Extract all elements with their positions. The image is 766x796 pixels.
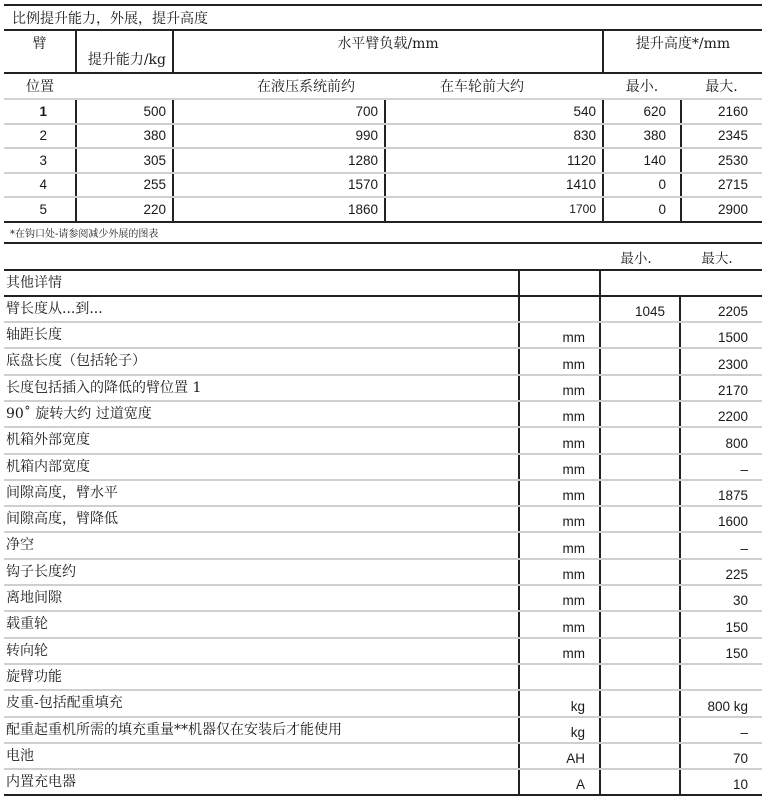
detail-row <box>4 454 762 480</box>
detail-row <box>4 690 762 716</box>
cell-min: 0 <box>603 173 681 198</box>
detail-row <box>4 322 762 348</box>
detail-unit: mm <box>519 454 600 480</box>
table-title: 比例提升能力，外展，提升高度 <box>4 5 762 30</box>
detail-label: 旋臂功能 <box>4 664 519 690</box>
detail-unit: mm <box>519 611 600 637</box>
cell-before-hydraulic: 1860 <box>173 197 385 222</box>
header-row <box>4 30 762 73</box>
detail-min <box>600 611 680 637</box>
detail-label: 皮重-包括配重填充 <box>4 690 519 716</box>
detail-row <box>4 717 762 743</box>
cell-lift-kg: 500 <box>76 99 173 124</box>
detail-min <box>600 401 680 427</box>
detail-row <box>4 401 762 427</box>
detail-label: 底盘长度（包括轮子） <box>4 348 519 374</box>
detail-row <box>4 348 762 374</box>
detail-label: 离地间隙 <box>4 585 519 611</box>
detail-max <box>680 664 762 690</box>
detail-unit <box>519 296 600 322</box>
cell-position: 4 <box>4 173 76 198</box>
detail-min <box>600 690 680 716</box>
detail-unit: mm <box>519 506 600 532</box>
details-header-row <box>4 244 762 270</box>
detail-label: 臂长度从...到... <box>4 296 519 322</box>
header-lift-capacity: 提升能力/kg <box>76 30 173 73</box>
detail-max: 1500 <box>680 322 762 348</box>
detail-min <box>600 322 680 348</box>
detail-unit: mm <box>519 348 600 374</box>
detail-min <box>600 454 680 480</box>
detail-label: 载重轮 <box>4 611 519 637</box>
detail-label: 间隙高度，臂降低 <box>4 506 519 532</box>
detail-min <box>600 506 680 532</box>
cell-max: 2715 <box>681 173 762 198</box>
header-horizontal-load: 水平臂负载/mm <box>173 30 603 73</box>
detail-max: 150 <box>680 638 762 664</box>
table-row <box>4 173 762 198</box>
cell-min: 380 <box>603 124 681 149</box>
detail-unit: kg <box>519 690 600 716</box>
detail-row <box>4 375 762 401</box>
cell-max: 2160 <box>681 99 762 124</box>
detail-min <box>600 585 680 611</box>
table-row <box>4 124 762 149</box>
cell-lift-kg: 380 <box>76 124 173 149</box>
subheader-before-wheels: 在车轮前大约 <box>385 73 603 99</box>
detail-row <box>4 559 762 585</box>
detail-label: 机箱外部宽度 <box>4 427 519 453</box>
cell-before-hydraulic: 1280 <box>173 148 385 173</box>
detail-max: 30 <box>680 585 762 611</box>
detail-row <box>4 480 762 506</box>
detail-max: – <box>680 454 762 480</box>
detail-label: 钩子长度约 <box>4 559 519 585</box>
detail-max: 70 <box>680 743 762 769</box>
detail-label: 转向轮 <box>4 638 519 664</box>
detail-min <box>600 717 680 743</box>
cell-min: 140 <box>603 148 681 173</box>
detail-label: 内置充电器 <box>4 769 519 795</box>
detail-label: 间隙高度，臂水平 <box>4 480 519 506</box>
detail-max: 225 <box>680 559 762 585</box>
table-title-row <box>4 5 762 30</box>
section-title: 其他详情 <box>4 270 519 296</box>
detail-min <box>600 559 680 585</box>
table-row <box>4 148 762 173</box>
detail-label: 净空 <box>4 532 519 558</box>
subheader-max: 最大. <box>681 73 762 99</box>
cell-before-wheels: 1410 <box>385 173 603 198</box>
subheader-before-hydraulic: 在液压系统前约 <box>173 73 385 99</box>
subheader-position: 位置 <box>4 73 76 99</box>
detail-max: 2200 <box>680 401 762 427</box>
cell-before-wheels: 540 <box>385 99 603 124</box>
detail-row <box>4 769 762 795</box>
cell-before-wheels: 1700 <box>385 197 603 222</box>
detail-unit: mm <box>519 532 600 558</box>
detail-max: 800 <box>680 427 762 453</box>
detail-row <box>4 664 762 690</box>
footnote-row <box>4 222 762 243</box>
detail-min <box>600 769 680 795</box>
cell-lift-kg: 220 <box>76 197 173 222</box>
detail-min <box>600 480 680 506</box>
detail-unit: mm <box>519 375 600 401</box>
detail-max: – <box>680 717 762 743</box>
detail-min: 1045 <box>600 296 680 322</box>
detail-row <box>4 585 762 611</box>
detail-max: 2170 <box>680 375 762 401</box>
cell-before-hydraulic: 990 <box>173 124 385 149</box>
detail-label: 长度包括插入的降低的臂位置 1 <box>4 375 519 401</box>
detail-row <box>4 296 762 322</box>
detail-unit: mm <box>519 480 600 506</box>
detail-min <box>600 375 680 401</box>
detail-min <box>600 638 680 664</box>
cell-position: 1 <box>4 99 76 124</box>
detail-max: 2205 <box>680 296 762 322</box>
header-lift-height: 提升高度*/mm <box>603 30 762 73</box>
detail-min <box>600 427 680 453</box>
cell-min: 620 <box>603 99 681 124</box>
detail-row <box>4 743 762 769</box>
cell-min: 0 <box>603 197 681 222</box>
detail-unit: mm <box>519 585 600 611</box>
table-row <box>4 99 762 124</box>
section-title-row <box>4 270 762 296</box>
detail-unit: mm <box>519 559 600 585</box>
detail-unit: AH <box>519 743 600 769</box>
detail-max: – <box>680 532 762 558</box>
detail-min <box>600 532 680 558</box>
detail-unit: A <box>519 769 600 795</box>
detail-min <box>600 348 680 374</box>
cell-max: 2345 <box>681 124 762 149</box>
detail-row <box>4 427 762 453</box>
footnote: *在钩口处-请参阅减少外展的图表 <box>4 222 762 243</box>
spec-sheet <box>4 4 762 796</box>
detail-min <box>600 664 680 690</box>
lift-capacity-table <box>4 4 762 244</box>
detail-unit: mm <box>519 638 600 664</box>
detail-max: 1600 <box>680 506 762 532</box>
cell-before-hydraulic: 700 <box>173 99 385 124</box>
detail-row <box>4 611 762 637</box>
cell-position: 5 <box>4 197 76 222</box>
detail-max: 150 <box>680 611 762 637</box>
details-header-max: 最大. <box>680 244 762 270</box>
detail-label: 轴距长度 <box>4 322 519 348</box>
subheader-row <box>4 73 762 99</box>
details-table <box>4 244 762 796</box>
detail-unit: kg <box>519 717 600 743</box>
cell-before-hydraulic: 1570 <box>173 173 385 198</box>
header-arm: 臂 <box>4 30 76 73</box>
cell-max: 2530 <box>681 148 762 173</box>
detail-unit: mm <box>519 401 600 427</box>
cell-lift-kg: 255 <box>76 173 173 198</box>
subheader-min: 最小. <box>603 73 681 99</box>
detail-label: 机箱内部宽度 <box>4 454 519 480</box>
detail-row <box>4 506 762 532</box>
detail-max: 10 <box>680 769 762 795</box>
detail-max: 800 kg <box>680 690 762 716</box>
cell-position: 3 <box>4 148 76 173</box>
detail-label: 配重起重机所需的填充重量**机器仅在安装后才能使用 <box>4 717 519 743</box>
detail-unit: mm <box>519 322 600 348</box>
detail-max: 2300 <box>680 348 762 374</box>
cell-before-wheels: 830 <box>385 124 603 149</box>
cell-position: 2 <box>4 124 76 149</box>
details-header-min: 最小. <box>600 244 680 270</box>
detail-max: 1875 <box>680 480 762 506</box>
cell-before-wheels: 1120 <box>385 148 603 173</box>
detail-min <box>600 743 680 769</box>
detail-unit <box>519 664 600 690</box>
cell-max: 2900 <box>681 197 762 222</box>
detail-row <box>4 532 762 558</box>
table-row <box>4 197 762 222</box>
detail-row <box>4 638 762 664</box>
detail-label: 90˚ 旋转大约 过道宽度 <box>4 401 519 427</box>
detail-unit: mm <box>519 427 600 453</box>
cell-lift-kg: 305 <box>76 148 173 173</box>
detail-label: 电池 <box>4 743 519 769</box>
